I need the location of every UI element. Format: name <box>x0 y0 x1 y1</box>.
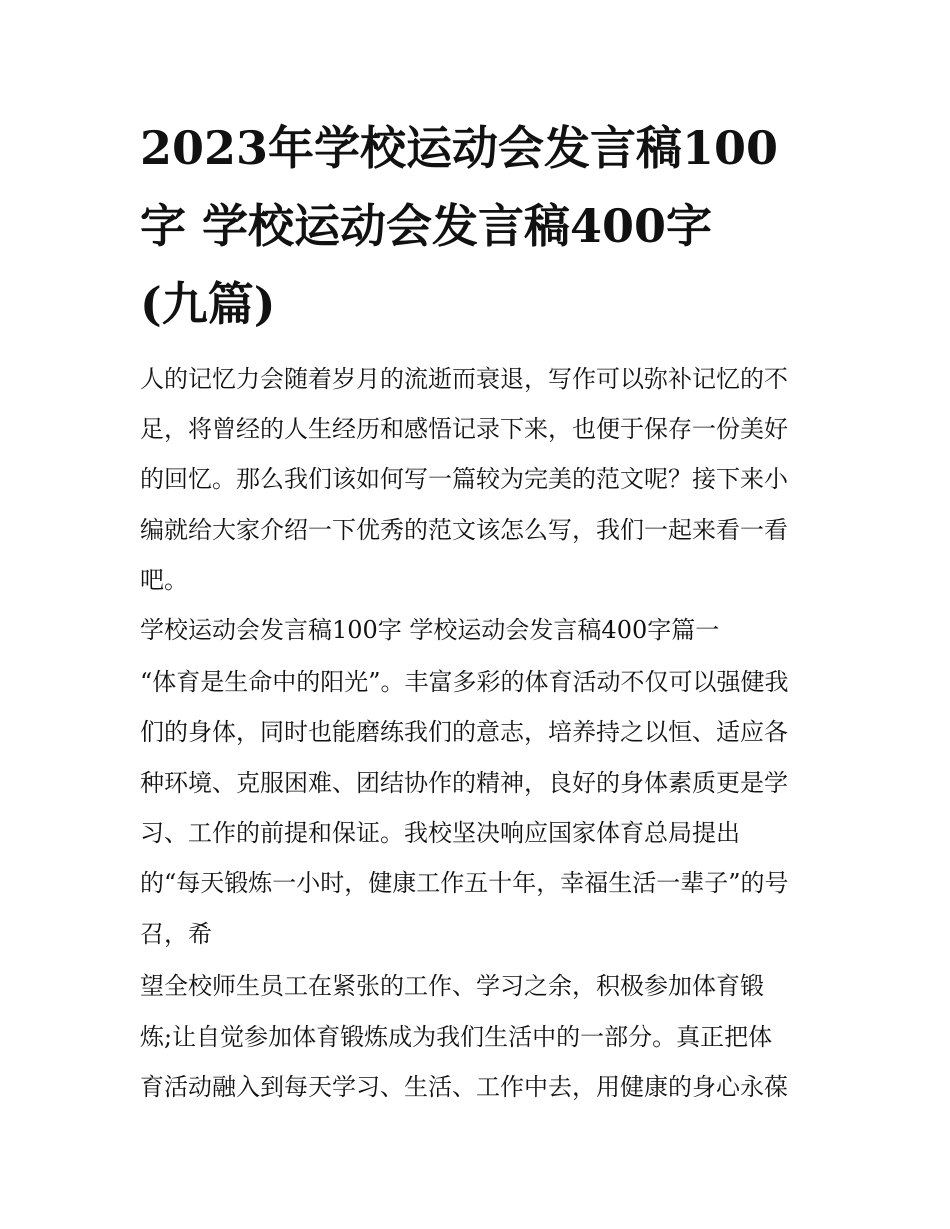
body-line: 人的记忆力会随着岁月的流逝而衰退，写作可以弥补记忆的不 <box>140 365 788 393</box>
section-heading: 学校运动会发言稿100字 学校运动会发言稿400字篇一 <box>140 616 720 644</box>
body-line: 炼;让自觉参加体育锻炼成为我们生活中的一部分。真正把体 <box>140 1023 773 1051</box>
body-line: 育活动融入到每天学习、生活、工作中去，用健康的身心永葆 <box>140 1073 788 1101</box>
body-line: 召，希 <box>140 920 212 948</box>
body-line: 的回忆。那么我们该如何写一篇较为完美的范文呢？接下来小 <box>140 465 788 493</box>
title-line-1: 2023年学校运动会发言稿100 <box>140 121 779 175</box>
body-line: 编就给大家介绍一下优秀的范文该怎么写，我们一起来看一看 <box>140 516 788 544</box>
body-line: 习、工作的前提和保证。我校坚决响应国家体育总局提出 <box>140 819 740 847</box>
body-line: 望全校师生员工在紧张的工作、学习之余，积极参加体育锻 <box>140 972 764 1000</box>
body-line: “体育是生命中的阳光”。丰富多彩的体育活动不仅可以强健我 <box>140 668 789 696</box>
title-line-3: (九篇) <box>140 277 276 331</box>
body-line: 的“每天锻炼一小时，健康工作五十年，幸福生活一辈子”的号 <box>140 869 789 897</box>
title-line-2: 字 学校运动会发言稿400字 <box>140 199 713 253</box>
body-line: 吧。 <box>140 566 188 594</box>
body-line: 种环境、克服困难、团结协作的精神，良好的身体素质更是学 <box>140 769 788 797</box>
body-line: 们的身体，同时也能磨练我们的意志，培养持之以恒、适应各 <box>140 718 788 746</box>
body-line: 足，将曾经的人生经历和感悟记录下来，也便于保存一份美好 <box>140 415 788 443</box>
